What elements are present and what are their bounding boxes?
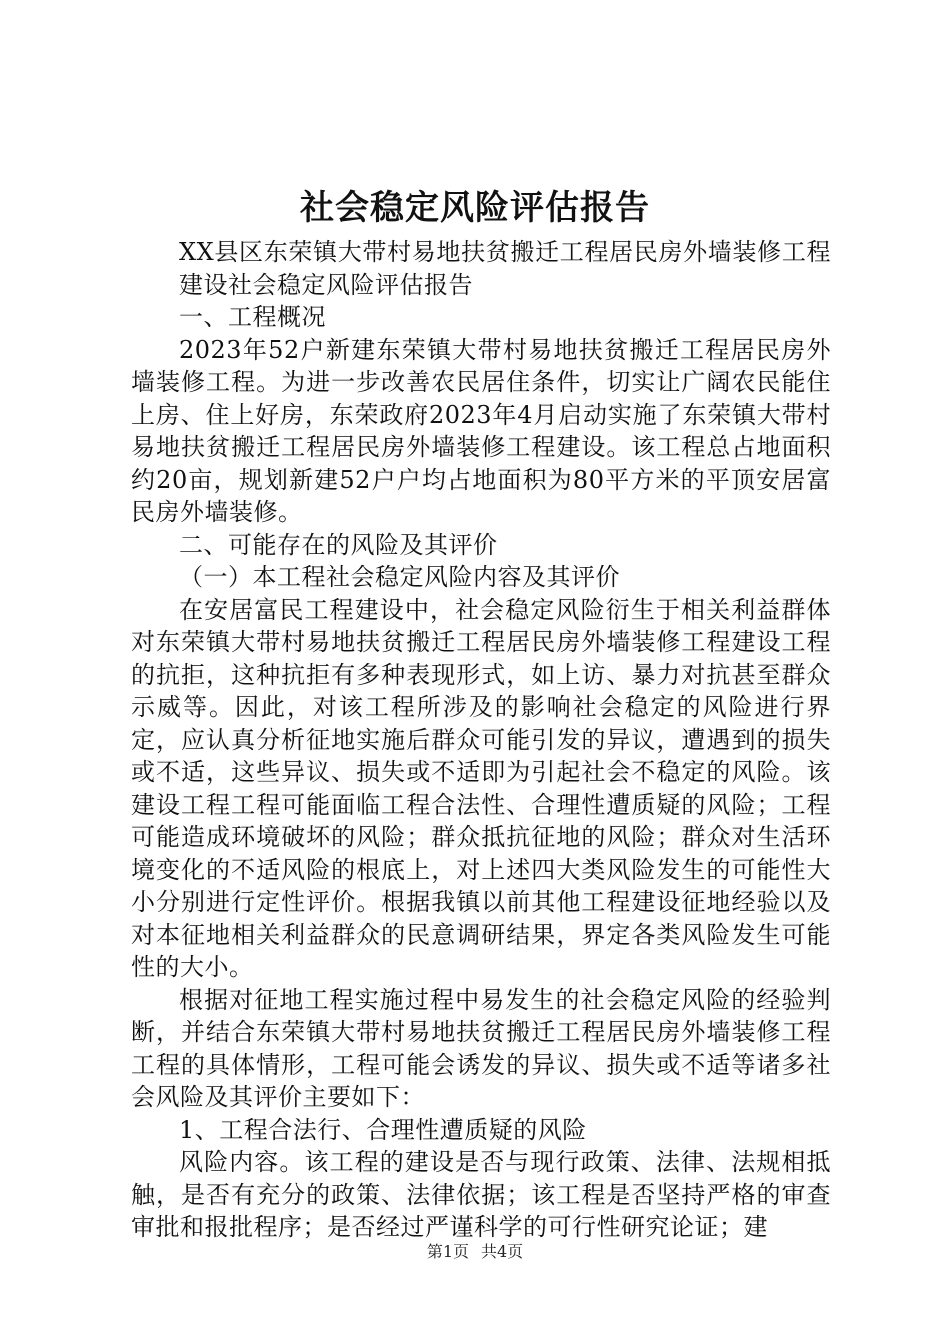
paragraph-risk-definition: 在安居富民工程建设中，社会稳定风险衍生于相关利益群体对东荣镇大带村易地扶贫搬迁工程居民房外墙装修工程建设工程的抗拒，这种抗拒有多种表现形式，如上访、暴力对抗甚至群众示威等。因此，对该工程所涉及的影响社会稳定的风险进行界定，应认真分析征地实施后群众可能引发的异议，遭遇到的损失或不适，这些异议、损失或不适即为引起社会不稳定的风险。该建设工程工程可能面临工程合法性、合理性遭质疑的风险；工程可能造成环境破坏的风险；群众抵抗征地的风险；群众对生活环境变化的不适风险的根底上，对上述四大类风险发生的可能性大小分别进行定性评价。根据我镇以前其他工程建设征地经验以及对本征地相关利益群众的民意调研结果，界定各类风险发生可能性的大小。 (131, 595, 831, 981)
item-heading-legality-risk: 1、工程合法行、合理性遭质疑的风险 (179, 1115, 587, 1144)
paragraph-risk-judgment: 根据对征地工程实施过程中易发生的社会稳定风险的经验判断，并结合东荣镇大带村易地扶贫搬迁工程居民房外墙装修工程工程的具体情形，工程可能会诱发的异议、损失或不适等诸多社会风险及其评价主要如下： (131, 985, 831, 1111)
page-total: 共4页 (481, 1242, 524, 1261)
section-heading-risks: 二、可能存在的风险及其评价 (179, 530, 498, 559)
section-heading-overview: 一、工程概况 (179, 303, 326, 331)
report-subtitle: XX县区东荣镇大带村易地扶贫搬迁工程居民房外墙装修工程建设社会稳定风险评估报告 (179, 238, 831, 299)
document-title: 社会稳定风险评估报告 (300, 188, 650, 228)
paragraph-overview: 2023年52户新建东荣镇大带村易地扶贫搬迁工程居民房外墙装修工程。为进一步改善农民居住条件，切实让广阔农民能住上房、住上好房，东荣政府2023年4月启动实施了东荣镇大带村易地扶贫搬迁工程居民房外墙装修工程建设。该工程总占地面积约20亩，规划新建52户户均占地面积为80平方米的平顶安居富民房外墙装修。 (131, 335, 831, 526)
document-body (131, 236, 831, 1244)
subsection-heading-risk-content: （一）本工程社会稳定风险内容及其评价 (179, 563, 620, 591)
paragraph-legality-risk: 风险内容。该工程的建设是否与现行政策、法律、法规相抵触，是否有充分的政策、法律依据；该工程是否坚持严格的审查审批和报批程序；是否经过严谨科学的可行性研究论证；建 (131, 1148, 831, 1241)
page-number: 第1页 (426, 1242, 469, 1261)
page-footer (0, 1240, 950, 1264)
